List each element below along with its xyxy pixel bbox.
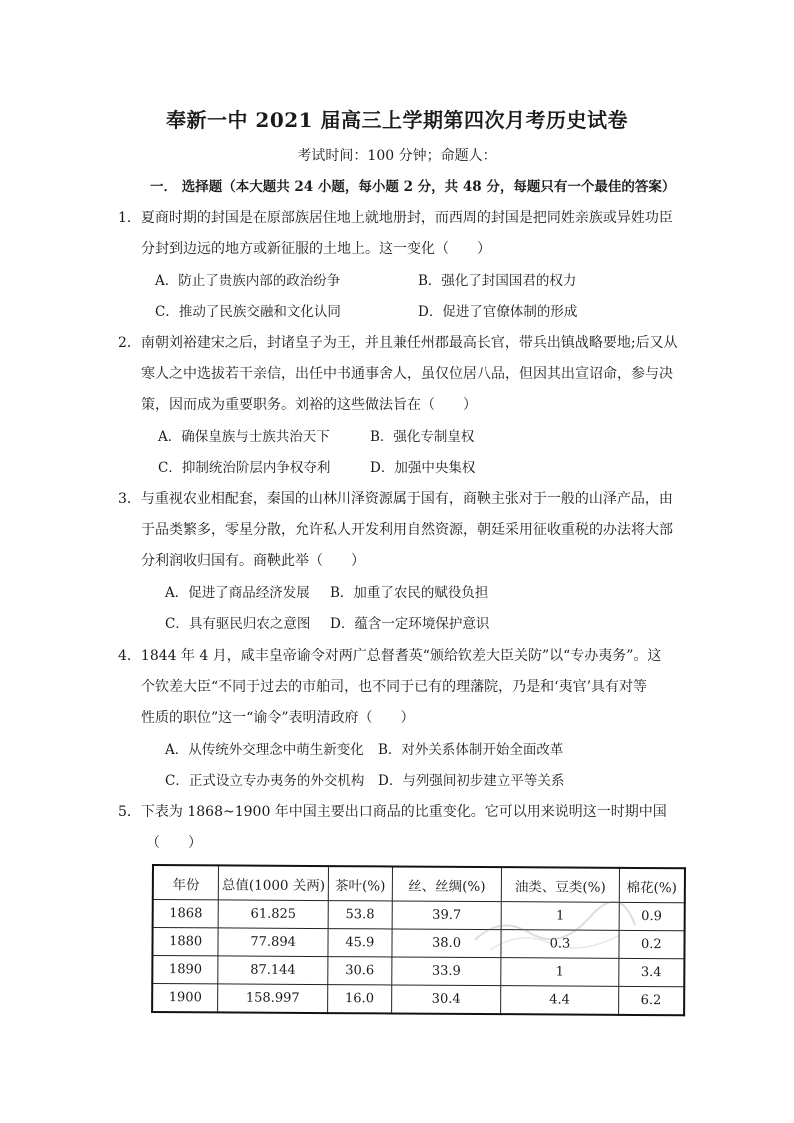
table-header-cell: 年份 [153,865,219,900]
table-cell: 1890 [152,956,218,984]
question-1-option-b: B．强化了封国国君的权力 [418,273,577,289]
table-cell: 53.8 [328,901,392,929]
question-2-line-2: 寒人之中选拔若干亲信，出任中书通事舍人，虽仅位居八品，但因其出宣诏命，参与决 [141,366,673,382]
question-4-line-2: 个钦差大臣“不同于过去的市舶司，也不同于已有的理藩院，乃是和‘夷官’具有对等 [141,679,648,695]
question-5-line-1: 5．下表为 1868~1900 年中国主要出口商品的比重变化。它可以用来说明这一时期中国 [118,804,667,820]
table-cell: 33.9 [391,957,501,986]
question-3-option-d: D．蕴含一定环境保护意识 [330,616,490,632]
table-header-cell: 棉花(%) [619,868,685,903]
question-4-option-d: D．与列强间初步建立平等关系 [378,773,565,789]
table-header-cell: 总值(1000 关两) [219,865,329,900]
table-row [152,984,684,1016]
table-cell: 77.894 [218,928,328,957]
table-cell: 0.3 [501,930,619,959]
table-header-cell: 丝、丝绸(%) [392,866,502,901]
table-cell: 1880 [152,928,218,956]
table-cell: 1 [501,958,619,987]
exam-title: 奉新一中 2021 届高三上学期第四次月考历史试卷 [165,108,629,132]
question-1-option-c: C．推动了民族交融和文化认同 [155,304,341,320]
question-1-line-2: 分封到边远的地方或新征服的土地上。这一变化（ ） [141,241,491,257]
question-2-option-a: A．确保皇族与士族共治天下 [158,429,330,445]
table-row [152,956,684,987]
table-cell: 61.825 [218,900,328,929]
question-2-option-b: B．强化专制皇权 [370,429,475,445]
section-heading: 一． 选择题（本大题共 24 小题，每小题 2 分，共 48 分，每题只有一个最佳的答案） [150,179,676,195]
table-cell: 0.9 [619,902,685,930]
question-4-line-1: 4．1844 年 4 月，咸丰皇帝谕令对两广总督耆英“颁给钦差大臣关防”以“专办夷务”。这 [118,648,662,664]
scan-smudge-mark [470,895,640,955]
table-cell: 87.144 [218,956,328,985]
table-cell: 39.7 [392,901,502,930]
table-cell: 4.4 [501,986,619,1015]
question-3-line-1: 3．与重视农业相配套，秦国的山林川泽资源属于国有，商鞅主张对于一般的山泽产品，由 [118,491,673,507]
question-1-line-1: 1．夏商时期的封国是在原部族居住地上就地册封，而西周的封国是把同姓亲族或异姓功臣 [118,210,673,226]
question-3-option-c: C．具有驱民归农之意图 [165,616,311,632]
question-4-line-3: 性质的职位”这一“谕令”表明清政府（ ） [141,710,415,726]
question-4-option-c: C．正式设立专办夷务的外交机构 [165,773,365,789]
question-1-option-a: A．防止了贵族内部的政治纷争 [155,273,341,289]
table-cell: 3.4 [618,958,684,986]
question-3-line-2: 于品类繁多，零星分散，允许私人开发利用自然资源，朝廷采用征收重税的办法将大部 [141,522,673,538]
table-cell: 1900 [152,984,218,1013]
question-1-option-d: D．促进了官僚体制的形成 [418,304,578,320]
question-4-option-b: B．对外关系体制开始全面改革 [378,742,564,758]
question-2-line-3: 策，因而成为重要职务。刘裕的这些做法旨在（ ） [141,397,477,413]
question-2-line-1: 2．南朝刘裕建宋之后，封诸皇子为王，并且兼任州郡最高长官，带兵出镇战略要地;后又从 [118,335,678,351]
table-cell: 38.0 [392,929,502,958]
table-cell: 1868 [153,900,219,928]
table-cell: 158.997 [218,984,328,1013]
table-cell: 1 [501,902,619,931]
question-3-option-a: A．促进了商品经济发展 [165,585,310,601]
table-cell: 0.2 [619,930,685,958]
table-cell: 30.4 [391,985,501,1014]
table-header-cell: 油类、豆类(%) [502,867,620,902]
question-5-line-2: （ ） [146,835,202,851]
table-cell: 6.2 [618,986,684,1015]
table-cell: 16.0 [328,985,392,1014]
question-4-option-a: A．从传统外交理念中萌生新变化 [165,742,364,758]
question-2-option-d: D．加强中央集权 [370,460,476,476]
question-2-option-c: C．抑制统治阶层内争权夺利 [158,460,331,476]
table-cell: 45.9 [328,929,392,957]
exam-subtitle: 考试时间：100 分钟；命题人： [297,148,497,164]
question-3-line-3: 分利润收归国有。商鞅此举（ ） [141,553,365,569]
question-3-option-b: B．加重了农民的赋役负担 [330,585,489,601]
table-header-cell: 茶叶(%) [328,866,392,901]
table-cell: 30.6 [328,957,392,985]
